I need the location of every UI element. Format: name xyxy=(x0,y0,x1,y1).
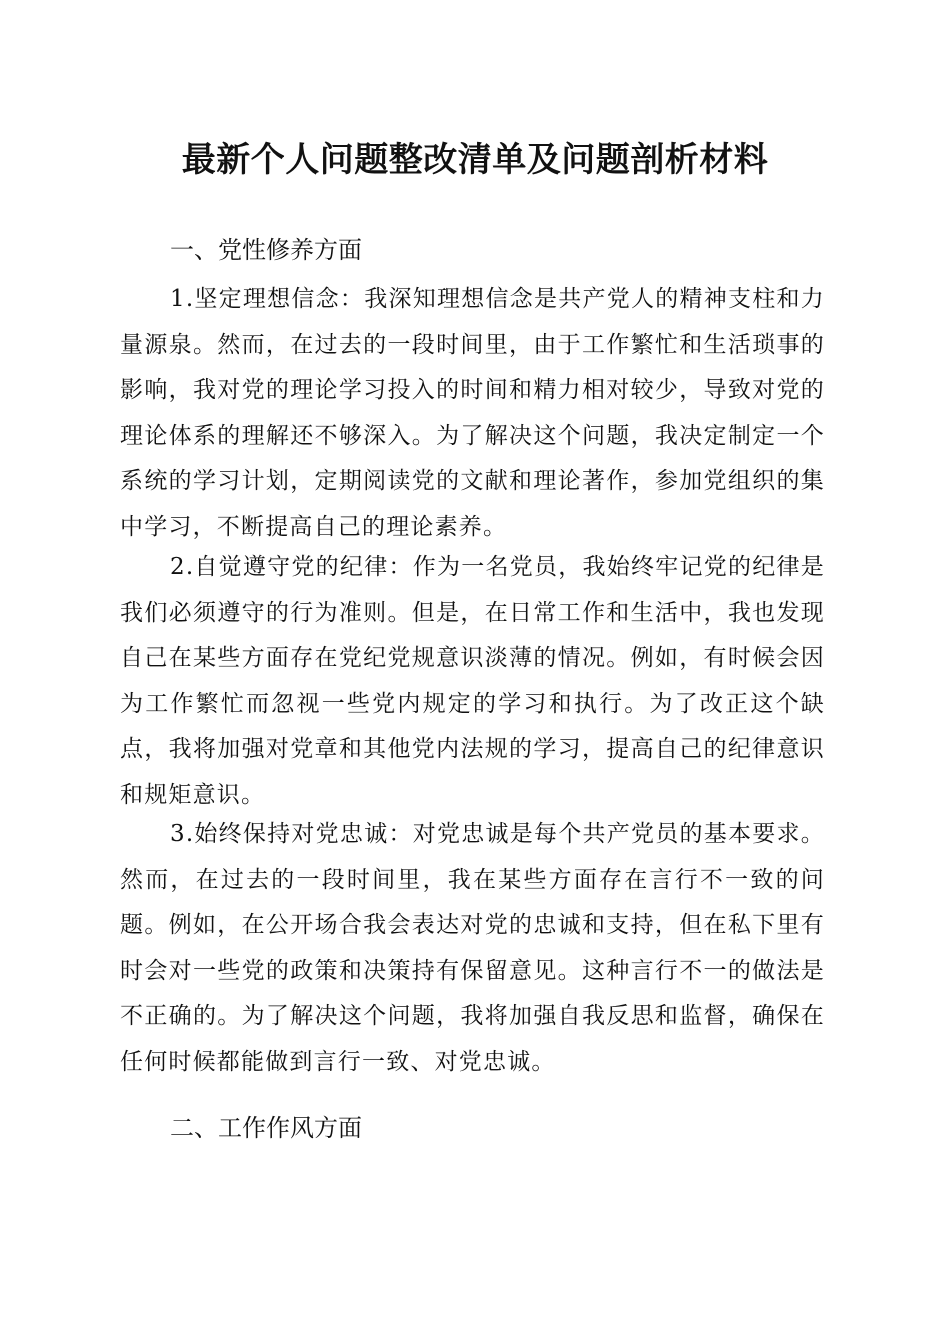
document-title: 最新个人问题整改清单及问题剖析材料 xyxy=(181,140,769,180)
section-heading-1: 一、党性修养方面 xyxy=(170,236,362,264)
section-heading-2: 二、工作作风方面 xyxy=(170,1114,362,1142)
paragraph-3: 3.始终保持对党忠诚：对党忠诚是每个共产党员的基本要求。然而，在过去的一段时间里，我在某些方面存在言行不一致的问题。例如，在公开场合我会表达对党的忠诚和支持，但在私下里有时会对一些党的政策和决策持有保留意见。这种言行不一的做法是不正确的。为了解决这个问题，我将加强自我反思和监督，确保在任何时候都能做到言行一致、对党忠诚。 xyxy=(120,821,825,1075)
paragraph-2: 2.自觉遵守党的纪律：作为一名党员，我始终牢记党的纪律是我们必须遵守的行为准则。但是，在日常工作和生活中，我也发现自己在某些方面存在党纪党规意识淡薄的情况。例如，有时候会因为工作繁忙而忽视一些党内规定的学习和执行。为了改正这个缺点，我将加强对党章和其他党内法规的学习，提高自己的纪律意识和规矩意识。 xyxy=(120,554,825,808)
paragraph-1: 1.坚定理想信念：我深知理想信念是共产党人的精神支柱和力量源泉。然而，在过去的一段时间里，由于工作繁忙和生活琐事的影响，我对党的理论学习投入的时间和精力相对较少，导致对党的理论体系的理解还不够深入。为了解决这个问题，我决定制定一个系统的学习计划，定期阅读党的文献和理论著作，参加党组织的集中学习，不断提高自己的理论素养。 xyxy=(120,286,825,540)
